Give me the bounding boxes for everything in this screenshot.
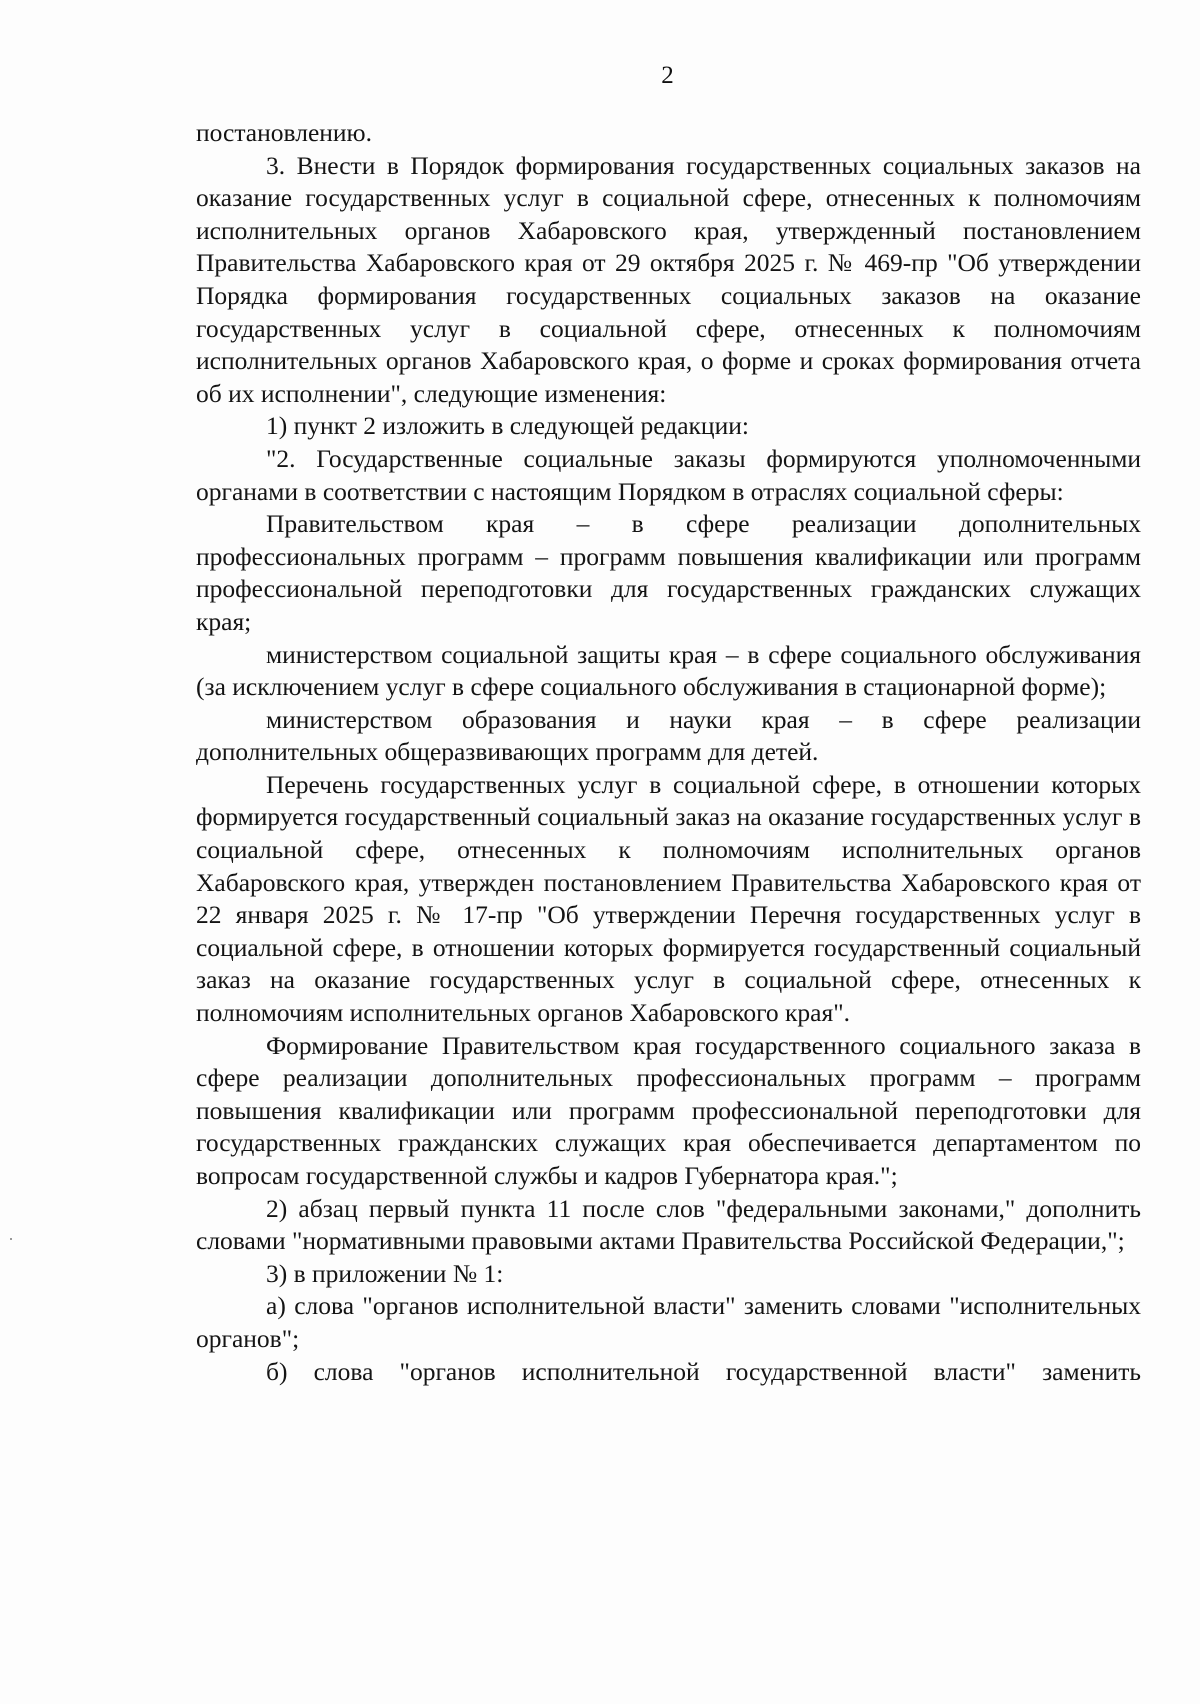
paragraph-services-list: Перечень государственных услуг в социальной сфере, в отношении которых формируется государственный социальный заказ на оказание государственных услуг в социальной сфере, отнесенных к полномочиям исполнительных органов Хабаровского края, утвержден постановлением Правительства Хабаровского края от 22 января 2025 г. № 17-пр "Об утверждении Перечня государственных услуг в социальной сфере, в отношении которых формируется государственный социальный заказ на оказание государственных услуг в социальной сфере, отнесенных к полномочиям исполнительных органов Хабаровского края".	[196, 769, 1141, 1028]
paragraph-item-3: 3. Внести в Порядок формирования государственных социальных заказов на оказание государственных услуг в социальной сфере, отнесенных к полномочиям исполнительных органов Хабаровского края, утвержденный постановлением Правительства Хабаровского края от 29 октября 2025 г. № 469-пр "Об утверждении Порядка формирования государственных социальных заказов на оказание государственных услуг в социальной сфере, отнесенных к полномочиям исполнительных органов Хабаровского края, о форме и сроках формирования отчета об их исполнении", следующие изменения:	[196, 150, 1141, 408]
paragraph-subitem-2: 2) абзац первый пункта 11 после слов "федеральными законами," дополнить словами "нормативными правовыми актами Правительства Российской Федерации,";	[196, 1193, 1141, 1256]
paragraph-continuation: постановлению.	[196, 118, 372, 147]
paragraph-education-ministry: министерством образования и науки края – в сфере реализации дополнительных общеразвивающих программ для детей.	[196, 704, 1141, 767]
paragraph-subitem-3: 3) в приложении № 1:	[266, 1258, 504, 1288]
document-body	[196, 117, 1141, 1388]
paragraph-government: Правительством края – в сфере реализации дополнительных профессиональных программ – программ повышения квалификации или программ профессиональной переподготовки для государственных гражданских служащих края;	[196, 509, 1141, 636]
paragraph-social-ministry: министерством социальной защиты края – в сфере социального обслуживания (за исключением услуг в сфере социального обслуживания в стационарной форме);	[196, 639, 1141, 702]
page-number: 2	[661, 62, 674, 89]
paragraph-subitem-3b: б) слова "органов исполнительной государственной власти" заменить	[266, 1356, 1141, 1386]
scan-speck	[10, 1238, 12, 1240]
paragraph-subitem-1: 1) пункт 2 изложить в следующей редакции:	[266, 411, 749, 441]
paragraph-subitem-3a: а) слова "органов исполнительной власти" заменить словами "исполнительных органов";	[196, 1291, 1141, 1353]
paragraph-formation: Формирование Правительством края государственного социального заказа в сфере реализации дополнительных профессиональных программ – программ повышения квалификации или программ профессиональной переподготовки для государственных гражданских служащих края обеспечивается департаментом по вопросам государственной службы и кадров Губернатора края.";	[196, 1030, 1141, 1190]
paragraph-point-2-intro: "2. Государственные социальные заказы формируются уполномоченными органами в соответствии с настоящим Порядком в отраслях социальной сферы:	[196, 443, 1141, 506]
